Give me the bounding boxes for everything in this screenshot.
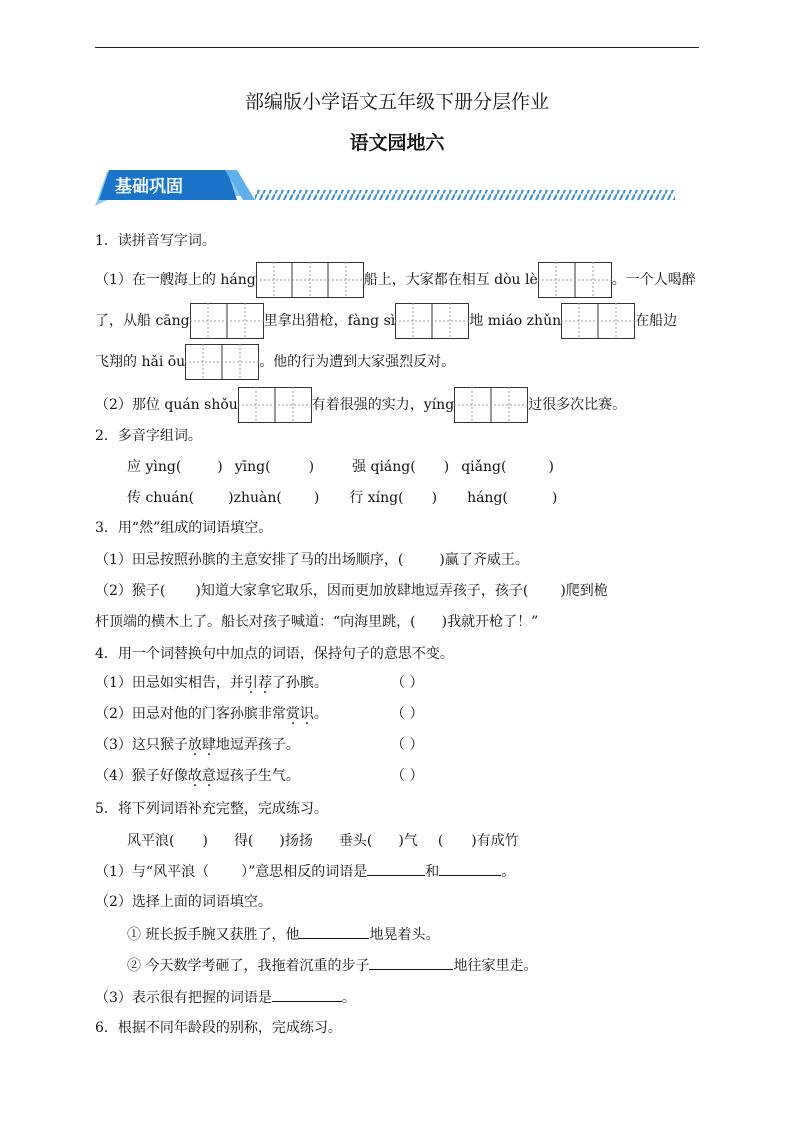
q5-sub2-a: ① 班长扳手腕又获胜了，他 地晃着头。 — [127, 924, 439, 945]
q6-title: 6．根据不同年龄段的别称，完成练习。 — [95, 1020, 342, 1036]
answer-paren[interactable]: （ ） — [391, 737, 424, 753]
answer-blank[interactable] — [439, 861, 501, 876]
tianzige-2[interactable] — [190, 303, 264, 339]
tianzige-3[interactable] — [256, 262, 364, 298]
q5-title: 5．将下列词语补充完整，完成练习。 — [95, 801, 328, 817]
banner-graphic — [95, 170, 695, 210]
header-rule — [95, 47, 699, 48]
tianzige-2[interactable] — [538, 262, 612, 298]
answer-blank[interactable] — [369, 955, 453, 970]
tianzige-2[interactable] — [238, 387, 312, 423]
q2-row1: 应 yìng( ) yīng( ) 强 qiáng( ) qiǎng( ) — [127, 459, 554, 475]
tianzige-2[interactable] — [561, 303, 635, 339]
q4-item-3: （3）这只猴子放肆地逗弄孩子。 （ ） — [95, 737, 424, 753]
q3-title: 3．用“然”组成的词语填空。 — [95, 520, 273, 536]
tianzige-2[interactable] — [454, 387, 528, 423]
document-subtitle: 语文园地六 — [349, 132, 445, 154]
tianzige-2[interactable] — [395, 303, 469, 339]
q1-line2: 了，从船 cāng 里拿出猎枪，fàng sì 地 miáo zhǔn 在船边 — [95, 303, 677, 339]
section-label: 基础巩固 — [115, 177, 183, 197]
q5-sub1: （1）与“风平浪（ ）”意思相反的词语是 和 。 — [95, 861, 515, 882]
q1-line1: （1）在一艘海上的 háng 船上，大家都在相互 dòu lè 。一个人喝醉 — [95, 262, 696, 298]
q1-title: 1．读拼音写字词。 — [95, 233, 216, 249]
answer-paren[interactable]: （ ） — [391, 706, 424, 722]
q4-item-2: （2）田忌对他的门客孙膑非常赏识。 （ ） — [95, 706, 424, 722]
answer-paren[interactable]: （ ） — [391, 675, 424, 691]
q2-row2: 传 chuán( )zhuàn( ) 行 xíng( ) háng( ) — [127, 490, 558, 506]
section-banner — [95, 170, 695, 210]
q5-sub3: （3）表示很有把握的词语是 。 — [95, 987, 356, 1008]
q1-line4: （2）那位 quán shǒu 有着很强的实力，yíng 过很多次比赛。 — [95, 387, 626, 423]
q3-line2: （2）猴子( )知道大家拿它取乐，因而更加放肆地逗弄孩子，孩子( )爬到桅 — [95, 583, 608, 599]
document-title: 部编版小学语文五年级下册分层作业 — [244, 91, 549, 113]
q5-sub2-b: ② 今天数学考砸了，我拖着沉重的步子 地往家里走。 — [127, 955, 537, 976]
answer-paren[interactable]: （ ） — [391, 768, 424, 784]
answer-blank[interactable] — [299, 924, 369, 939]
q1-line3: 飞翔的 hǎi ōu 。他的行为遭到大家强烈反对。 — [95, 344, 455, 380]
q2-title: 2．多音字组词。 — [95, 428, 202, 444]
answer-blank[interactable] — [272, 987, 342, 1002]
q5-words: 风平浪( ) 得( )扬扬 垂头( )气 ( )有成竹 — [127, 833, 519, 849]
answer-blank[interactable] — [367, 861, 425, 876]
q4-item-4: （4）猴子好像故意逗孩子生气。 （ ） — [95, 768, 424, 784]
q3-line3: 杆顶端的横木上了。船长对孩子喊道：“向海里跳，( )我就开枪了！” — [95, 614, 539, 630]
q3-line1: （1）田忌按照孙膑的主意安排了马的出场顺序，( )赢了齐威王。 — [95, 552, 529, 568]
q4-item-1: （1）田忌如实相告，并引荐了孙膑。 （ ） — [95, 675, 424, 691]
q4-title: 4．用一个词替换句中加点的词语，保持句子的意思不变。 — [95, 646, 454, 662]
q5-sub2: （2）选择上面的词语填空。 — [95, 894, 272, 910]
tianzige-2[interactable] — [185, 344, 259, 380]
